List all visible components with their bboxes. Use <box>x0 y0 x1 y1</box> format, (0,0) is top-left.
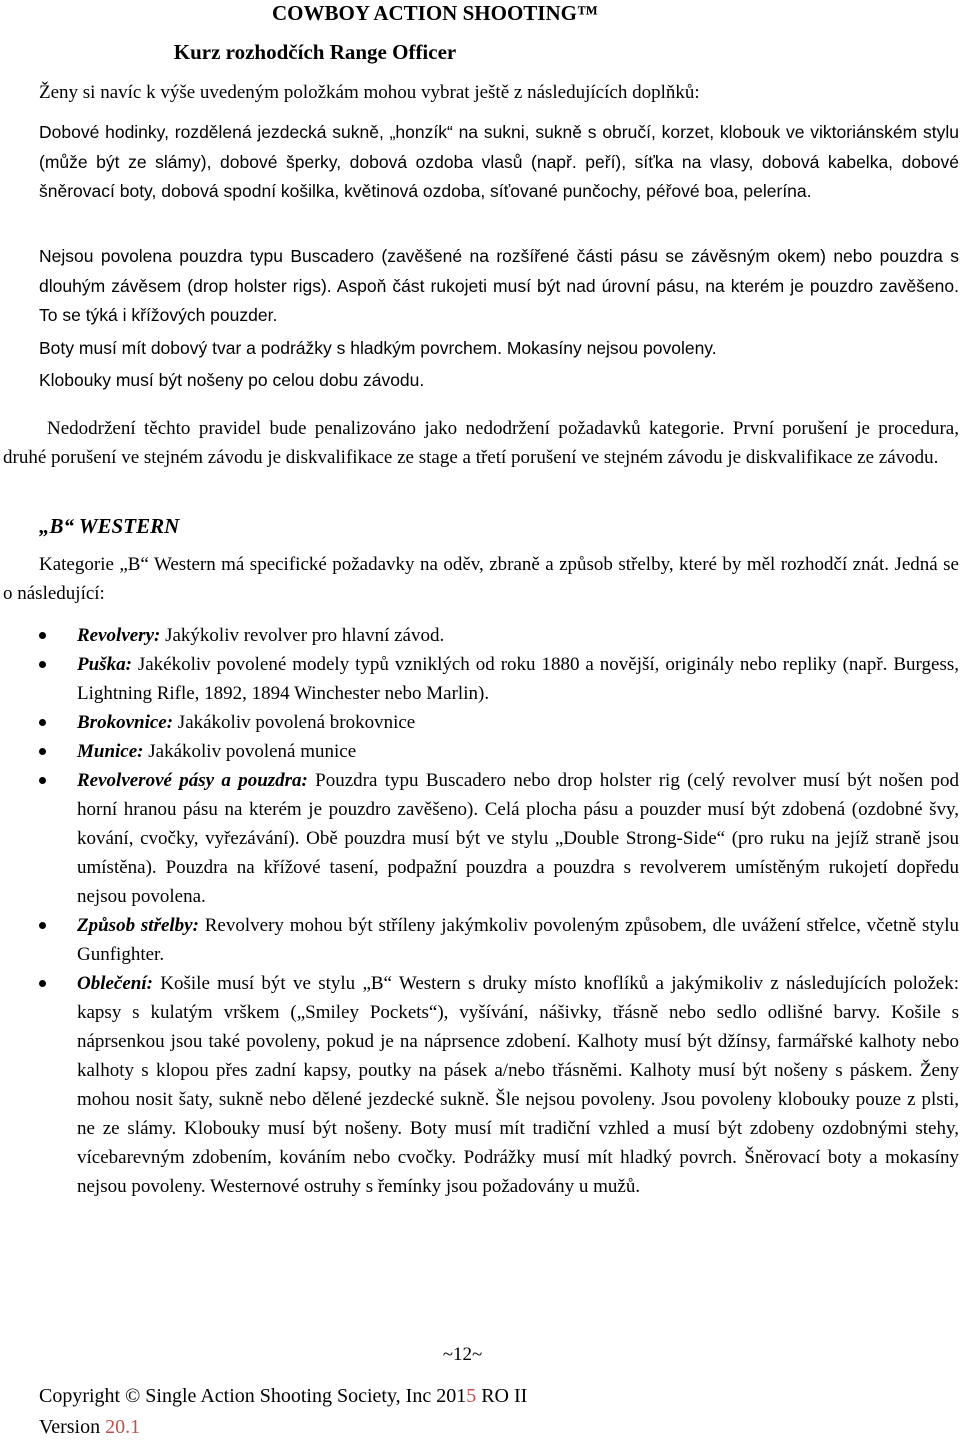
bullet-icon <box>39 661 46 668</box>
list-item-text: Jakýkoliv revolver pro hlavní závod. <box>160 625 445 646</box>
list-item <box>39 766 959 911</box>
list-item-term: Munice: <box>77 741 144 762</box>
list-item-text: Jakákoliv povolená brokovnice <box>173 712 416 733</box>
version-number: 20.1 <box>105 1416 141 1438</box>
copyright-suffix: RO II <box>476 1385 528 1407</box>
women-accessories-paragraph: Dobové hodinky, rozdělená jezdecká sukně, „honzík“ na sukni, sukně s obručí, korzet, klobouk ve viktoriánském stylu (může být ze slámy), dobové šperky, dobová ozdoba vlasů (např. peří), síťka na vlasy, dobová kabelka, dobové šněrovací boty, dobová spodní košilka, květinová ozdoba, síťované punčochy, péřové boa, pelerína. <box>39 122 959 201</box>
list-item <box>39 621 959 650</box>
footer-version <box>39 1413 140 1441</box>
page-number: ~12~ <box>442 1344 483 1365</box>
list-item-text: Jakékoliv povolené modely typů vzniklých od roku 1880 a novější, originály nebo repliky (např. Burgess, Lightning Rifle, 1892, 1894 Winchester nebo Marlin). <box>77 654 959 704</box>
b-western-intro-paragraph: Kategorie „B“ Western má specifické požadavky na oděv, zbraně a způsob střelby, které by měl rozhodčí znát. Jedná se o následující: <box>3 554 959 604</box>
holsters-paragraph: Nejsou povolena pouzdra typu Buscadero (zavěšené na rozšířené části pásu se závěsným okem) nebo pouzdra s dlouhým závěsem (drop holster rigs). Aspoň část rukojeti musí být nad úrovní pásu, na kterém je pouzdro zavěšeno. To se týká i křížových pouzder. <box>39 246 959 325</box>
list-item-text: Pouzdra typu Buscadero nebo drop holster rig (celý revolver musí být nošen pod horní hranou pásu na kterém je pouzdro zavěšeno). Celá plocha pásu a pouzder musí být zdobená (ozdobné švy, kování, cvočky, vyřezávání). Obě pouzdra musí být ve stylu „Double Strong-Side“ (pro ruku na jejíž straně jsou umístěna). Pouzdra na křížové tasení, podpažní pouzdra a pouzdra s revolverem umístěným rukojetí dopředu nejsou povolena. <box>77 770 959 907</box>
bullet-icon <box>39 777 46 784</box>
footer-copyright <box>39 1382 527 1410</box>
copyright-year-digit: 5 <box>466 1385 477 1407</box>
document-title: COWBOY ACTION SHOOTING™ <box>272 1 598 25</box>
penalty-paragraph: Nedodržení těchto pravidel bude penalizováno jako nedodržení požadavků kategorie. První porušení je procedura, druhé porušení ve stejném závodu je diskvalifikace ze stage a třetí porušení ve stejném závodu je diskvalifikace ze závodu. <box>3 418 959 468</box>
bullet-icon <box>39 632 46 639</box>
bullet-icon <box>39 748 46 755</box>
list-item-text: Revolvery mohou být stříleny jakýmkoliv povoleným způsobem, dle uvážení střelce, včetně stylu Gunfighter. <box>77 915 960 965</box>
list-item <box>39 911 959 969</box>
list-item <box>39 737 959 766</box>
boots-paragraph: Boty musí mít dobový tvar a podrážky s hladkým povrchem. Mokasíny nejsou povoleny. <box>39 338 717 358</box>
bullet-icon <box>39 719 46 726</box>
list-item <box>39 969 959 1201</box>
list-item-text: Jakákoliv povolená munice <box>143 741 357 762</box>
bullet-icon <box>39 980 46 987</box>
women-intro-paragraph: Ženy si navíc k výše uvedeným položkám mohou vybrat ještě z následujících doplňků: <box>39 82 700 103</box>
hats-paragraph: Klobouky musí být nošeny po celou dobu závodu. <box>39 370 425 390</box>
list-item <box>39 650 959 708</box>
document-subtitle: Kurz rozhodčích Range Officer <box>173 40 457 64</box>
section-heading-b-western: „B“ WESTERN <box>39 514 180 538</box>
list-item-text: Košile musí být ve stylu „B“ Western s druky místo knoflíků a jakýmikoliv z následujících položek: kapsy s kulatým vrškem („Smiley Pockets“), vyšívání, nášivky, třásně nebo sedlo odlišné barvy. Košile s náprsenkou jsou také povoleny, pokud je na náprsence zdobení. Kalhoty musí být džínsy, farmářské kalhoty nebo kalhoty s klopou přes zadní kapsy, poutky na pásek a/nebo třásněmi. Kalhoty musí být nošeny s páskem. Ženy mohou nosit šaty, sukně nebo dělené jezdecké sukně. Šle nejsou povoleny. Jsou povoleny klobouky pouze z plsti, ne ze slámy. Klobouky musí být nošeny. Boty musí mít tradiční vzhled a musí být zdobeny ozdobnými stehy, vícebarevným zdobením, kováním nebo cvočky. Podrážky musí mít hladký povrch. Šněrovací boty a mokasíny nejsou povoleny. Westernové ostruhy s řemínky jsou požadovány u mužů. <box>77 973 959 1197</box>
list-item-term: Puška: <box>77 654 132 675</box>
list-item-term: Oblečení: <box>77 973 153 994</box>
list-item-term: Brokovnice: <box>77 712 174 733</box>
b-western-requirements-list <box>39 621 959 1201</box>
list-item-term: Způsob střelby: <box>77 915 199 936</box>
copyright-text: Copyright © Single Action Shooting Society, Inc 201 <box>39 1385 467 1407</box>
version-label: Version <box>39 1416 106 1438</box>
list-item-term: Revolvery: <box>77 625 161 646</box>
list-item-term: Revolverové pásy a pouzdra: <box>77 770 308 791</box>
list-item <box>39 708 959 737</box>
bullet-icon <box>39 922 46 929</box>
